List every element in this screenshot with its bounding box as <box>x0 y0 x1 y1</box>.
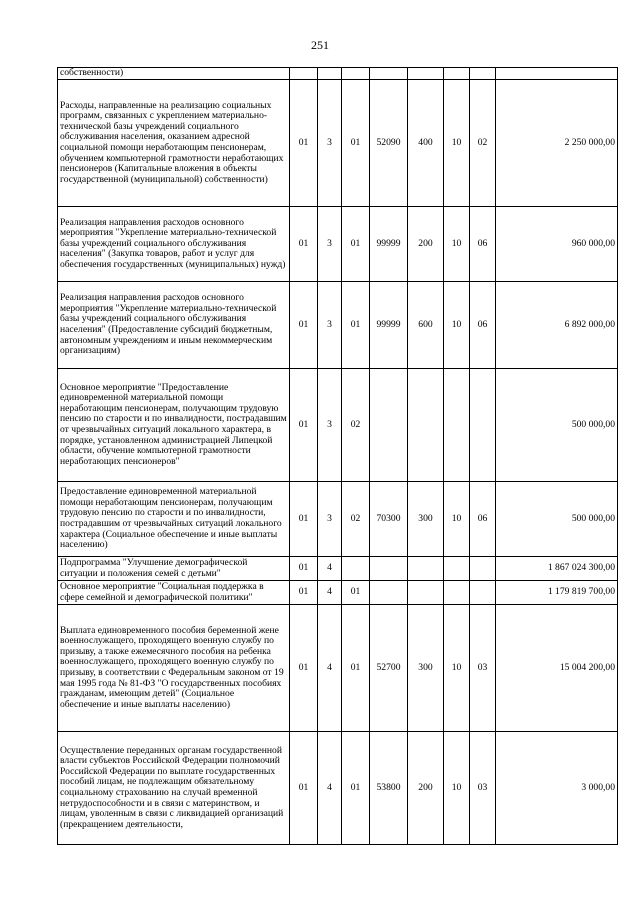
code-subsection <box>470 581 496 605</box>
code-expense-type <box>408 68 444 80</box>
page-number: 251 <box>311 38 329 52</box>
row-name: Выплата единовременного пособия беременной жене военнослужащего, проходящего военную службу по призыву, а также ежемесячного пособия на ребенка военнослужащего, проходящего военную службу по призыву, в соответствии с Федеральным законом от 19 мая 1995 года № 81-ФЗ "О государственных пособиях гражданам, имеющим детей" (Социальное обеспечение и иные выплаты населению) <box>58 605 290 732</box>
code-expense-type: 600 <box>408 282 444 369</box>
code-subsection <box>470 68 496 80</box>
code-expense-type <box>408 557 444 581</box>
code-section <box>444 557 470 581</box>
row-name: собственности) <box>58 68 290 80</box>
table-row <box>58 80 618 207</box>
budget-table <box>57 67 618 845</box>
code-subsection: 02 <box>470 80 496 207</box>
code-direction: 52090 <box>370 80 408 207</box>
code-activity: 01 <box>342 80 370 207</box>
code-subprogram: 3 <box>318 282 342 369</box>
code-activity: 01 <box>342 732 370 845</box>
table-row <box>58 207 618 282</box>
row-name: Реализация направления расходов основного мероприятия "Укрепление материально-технической базы учреждений социального обслуживания населения" (Предоставление субсидий бюджетным, автономным учреждениям и иным некоммерческим организациям) <box>58 282 290 369</box>
code-subsection <box>470 369 496 482</box>
table-row <box>58 605 618 732</box>
code-section: 10 <box>444 482 470 557</box>
table-row <box>58 282 618 369</box>
code-direction <box>370 369 408 482</box>
row-name: Предоставление единовременной материальной помощи неработающим пенсионерам, получающим трудовую пенсию по старости и по инвалидности, пострадавшим от чрезвычайных ситуаций локального характера (Социальное обеспечение и иные выплаты населению) <box>58 482 290 557</box>
code-program: 01 <box>290 282 318 369</box>
code-subprogram: 4 <box>318 557 342 581</box>
code-program: 01 <box>290 80 318 207</box>
code-direction: 99999 <box>370 207 408 282</box>
row-name: Расходы, направленные на реализацию социальных программ, связанных с укреплением материально-технической базы учреждений социального обслуживания населения, оказанием адресной социальной помощи неработающим пенсионерам, обучением компьютерной грамотности неработающих пенсионеров (Капитальные вложения в объекты государственной (муниципальной) собственности) <box>58 80 290 207</box>
code-section <box>444 369 470 482</box>
code-program <box>290 68 318 80</box>
code-activity: 01 <box>342 282 370 369</box>
code-expense-type <box>408 581 444 605</box>
table-row <box>58 68 618 80</box>
row-amount: 1 179 819 700,00 <box>496 581 618 605</box>
code-subsection: 06 <box>470 207 496 282</box>
code-subprogram: 3 <box>318 80 342 207</box>
code-activity: 01 <box>342 581 370 605</box>
code-subprogram: 4 <box>318 605 342 732</box>
code-direction <box>370 557 408 581</box>
code-program: 01 <box>290 732 318 845</box>
row-amount: 500 000,00 <box>496 369 618 482</box>
code-expense-type: 300 <box>408 605 444 732</box>
code-activity <box>342 68 370 80</box>
code-section: 10 <box>444 282 470 369</box>
code-expense-type: 200 <box>408 732 444 845</box>
code-program: 01 <box>290 581 318 605</box>
code-activity <box>342 557 370 581</box>
code-direction <box>370 581 408 605</box>
row-amount: 2 250 000,00 <box>496 80 618 207</box>
row-name: Основное мероприятие "Предоставление единовременной материальной помощи неработающим пенсионерам, получающим трудовую пенсию по старости и по инвалидности, пострадавшим от чрезвычайных ситуаций локального характера, в порядке, установленном администрацией Липецкой области, обучение компьютерной грамотности неработающих пенсионеров" <box>58 369 290 482</box>
code-activity: 01 <box>342 207 370 282</box>
code-subsection: 03 <box>470 605 496 732</box>
row-name: Подпрограмма "Улучшение демографической ситуации и положения семей с детьми" <box>58 557 290 581</box>
row-amount: 500 000,00 <box>496 482 618 557</box>
code-activity: 01 <box>342 605 370 732</box>
code-expense-type <box>408 369 444 482</box>
row-amount: 1 867 024 300,00 <box>496 557 618 581</box>
code-section: 10 <box>444 732 470 845</box>
row-amount: 960 000,00 <box>496 207 618 282</box>
row-amount: 3 000,00 <box>496 732 618 845</box>
row-name: Осуществление переданных органам государственной власти субъектов Российской Федерации полномочий Российской Федерации по выплате государственных пособий лицам, не подлежащим обязательному социальному страхованию на случай временной нетрудоспособности и в связи с материнством, и лицам, уволенным в связи с ликвидацией организаций (прекращением деятельности, <box>58 732 290 845</box>
code-subsection: 06 <box>470 482 496 557</box>
code-subprogram: 3 <box>318 482 342 557</box>
row-name: Реализация направления расходов основного мероприятия "Укрепление материально-технической базы учреждений социального обслуживания населения" (Закупка товаров, работ и услуг для обеспечения государственных (муниципальных) нужд) <box>58 207 290 282</box>
code-subprogram: 3 <box>318 369 342 482</box>
code-activity: 02 <box>342 482 370 557</box>
table-row <box>58 581 618 605</box>
code-program: 01 <box>290 482 318 557</box>
table-row <box>58 732 618 845</box>
code-program: 01 <box>290 369 318 482</box>
code-subsection: 06 <box>470 282 496 369</box>
code-direction: 99999 <box>370 282 408 369</box>
code-direction <box>370 68 408 80</box>
code-section: 10 <box>444 80 470 207</box>
code-subsection <box>470 557 496 581</box>
row-amount: 6 892 000,00 <box>496 282 618 369</box>
code-program: 01 <box>290 557 318 581</box>
code-subsection: 03 <box>470 732 496 845</box>
table-row <box>58 369 618 482</box>
code-program: 01 <box>290 605 318 732</box>
code-activity: 02 <box>342 369 370 482</box>
code-subprogram: 3 <box>318 207 342 282</box>
code-direction: 53800 <box>370 732 408 845</box>
code-section <box>444 68 470 80</box>
table-row <box>58 482 618 557</box>
code-expense-type: 400 <box>408 80 444 207</box>
code-expense-type: 300 <box>408 482 444 557</box>
code-section: 10 <box>444 605 470 732</box>
code-program: 01 <box>290 207 318 282</box>
code-expense-type: 200 <box>408 207 444 282</box>
code-subprogram <box>318 68 342 80</box>
table-row <box>58 557 618 581</box>
code-direction: 70300 <box>370 482 408 557</box>
code-section <box>444 581 470 605</box>
code-direction: 52700 <box>370 605 408 732</box>
code-subprogram: 4 <box>318 732 342 845</box>
row-name: Основное мероприятие "Социальная поддержка в сфере семейной и демографической политики" <box>58 581 290 605</box>
row-amount: 15 004 200,00 <box>496 605 618 732</box>
code-subprogram: 4 <box>318 581 342 605</box>
code-section: 10 <box>444 207 470 282</box>
row-amount <box>496 68 618 80</box>
